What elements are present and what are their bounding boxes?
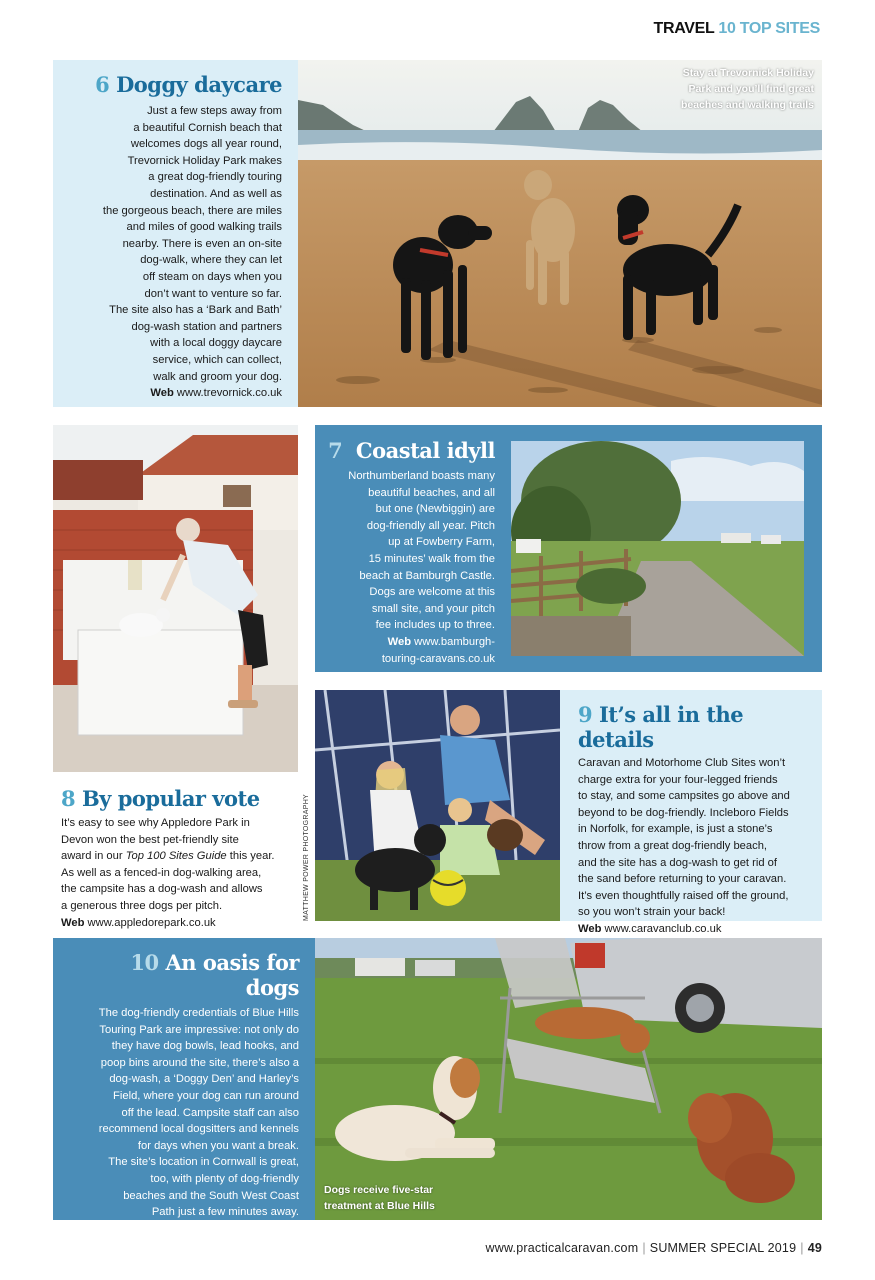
body-line: 15 minutes’ walk from the [368,552,495,565]
body-line: the campsite has a dog-wash and allows [61,883,263,896]
caption-line: beaches and walking trails [680,99,814,111]
body-line: off the lead. Campsite staff can also [121,1106,299,1119]
body-line: nearby. There is even an on-site [122,237,282,250]
body-line: off steam on days when you [142,270,282,283]
photo-credit: MATTHEW POWER PHOTOGRAPHY [303,793,310,921]
body-line: don’t want to venture so far. [144,287,282,300]
family-dogs-illustration [315,690,560,921]
body-line [61,848,298,865]
body-text-run: award in our [61,850,126,863]
blue-hills-caption [324,1182,435,1214]
body-line: beautiful beaches, and all [368,486,495,499]
body-line: destination. And as well as [150,187,282,200]
section-7-number: 7 [328,438,343,463]
section-7-text [323,438,495,667]
body-line: Path just a few minutes away. [151,1206,299,1219]
body-line: It’s even thoughtfully raised off the ground, [578,889,789,902]
section-10-heading [73,950,299,1000]
beach-dogs-photo [298,60,822,407]
body-line: Trevornick Holiday Park makes [127,154,282,167]
family-dogs-photo [315,690,560,921]
section-8-heading [61,786,298,811]
body-line: Dogs are welcome at this [369,586,495,599]
footer-separator: | [642,1241,646,1255]
body-line: recommend local dogsitters and kennels [98,1123,299,1136]
section-9-body [578,755,812,938]
body-line: The site’s location in Cornwall is great, [108,1156,299,1169]
page-number: 49 [807,1241,822,1255]
body-line: Touring Park are impressive: not only do [99,1023,299,1036]
body-line: Northumberland boasts many [348,470,495,482]
section-8-body [61,815,298,931]
section-7-body [323,468,495,667]
series-label: 10 TOP SITES [718,20,820,37]
footer-separator: | [800,1241,804,1255]
body-line: and the site has a dog-wash to get rid of [578,856,778,869]
body-line: with a local doggy daycare [150,337,282,350]
body-line: beaches and the South West Coast [123,1189,299,1202]
section-7-title: Coastal idyll [355,438,495,463]
body-line: Just a few steps away from [147,105,282,117]
section-6-number: 6 [95,72,110,97]
body-line: Field, where your dog can run around [113,1089,299,1102]
section-9-number: 9 [578,702,593,727]
beach-photo-caption [681,65,814,113]
body-line: As well as a fenced-in dog-walking area, [61,866,262,879]
section-10-panel [53,938,315,1235]
body-line: in Norfolk, for example, is just a stone’s [578,823,773,836]
web-label: Web [61,916,85,929]
body-line: welcomes dogs all year round, [130,138,282,151]
body-line: walk and groom your dog. [153,370,282,383]
section-7-web [323,634,495,651]
body-line: a great dog-friendly touring [148,171,282,184]
body-line: the gorgeous beach, there are miles [102,204,282,217]
body-line: too, with plenty of dog-friendly [150,1172,299,1185]
dog-wash-illustration [53,425,298,772]
body-line: charge extra for your four-legged friends [578,773,778,786]
campsite-entrance-photo [511,441,804,656]
body-line: beyond to be dog-friendly. Incleboro Fields [578,806,789,819]
blue-hills-dogs-illustration [315,938,822,1220]
section-6-web [65,385,282,402]
section-10-web-link[interactable]: www.bluehillscamping.co.uk [159,1222,299,1235]
section-6-title: Doggy daycare [116,72,282,97]
body-line: fee includes up to three. [375,619,495,632]
section-10-number: 10 [130,950,159,975]
body-line: dog-wash station and partners [131,320,282,333]
section-9-panel [560,690,822,935]
section-label: TRAVEL [653,20,715,37]
body-line: they have dog bowls, lead hooks, and [111,1040,299,1053]
section-9-heading [578,702,812,752]
body-line: It’s easy to see why Appledore Park in [61,817,250,829]
body-line: but one (Newbiggin) are [375,503,495,516]
section-6-body [65,103,282,402]
body-line: service, which can collect, [152,353,282,366]
page-footer [486,1241,822,1255]
web-label: Web [150,387,174,400]
caption-line: Park and you’ll find great [688,83,814,95]
body-line: and miles of good walking trails [126,221,282,234]
section-10-title: An oasis for dogs [165,950,299,1000]
web-label: Web [133,1222,157,1235]
section-8-number: 8 [61,786,76,811]
body-line: to stay, and some campsites go above and [578,790,790,803]
body-line: The site also has a ‘Bark and Bath’ [109,304,282,317]
body-line: poop bins around the site, there’s also a [100,1056,299,1069]
section-header [653,20,820,38]
dog-wash-photo [53,425,298,772]
body-line: The dog-friendly credentials of Blue Hills [98,1007,299,1019]
guide-title: Top 100 Sites Guide [125,850,227,863]
body-line: so you won’t strain your back! [578,906,726,919]
section-7-web-link[interactable]: www.bamburgh- [414,635,495,648]
body-line: Devon won the best pet-friendly site [61,833,239,846]
body-line: for days when you want a break. [137,1139,299,1152]
footer-issue: SUMMER SPECIAL 2019 [649,1241,797,1255]
body-line: a beautiful Cornish beach that [133,121,282,134]
caption-line: Dogs receive five-star [324,1184,434,1196]
body-line: Caravan and Motorhome Club Sites won’t [578,757,786,769]
section-9-title: It’s all in the details [578,702,744,752]
footer-url[interactable]: www.practicalcaravan.com [485,1241,639,1255]
section-9-web-link[interactable]: www.caravanclub.co.uk [604,922,722,935]
body-line: dog-wash, a ‘Doggy Den’ and Harley’s [109,1073,299,1086]
section-7-web-link-cont[interactable]: touring-caravans.co.uk [381,652,495,665]
body-text-run: this year. [226,850,275,863]
body-line: small site, and your pitch [371,602,495,615]
section-6-heading [65,72,282,97]
blue-hills-dogs-photo [315,938,822,1220]
section-6-web-link[interactable]: www.trevornick.co.uk [176,387,282,400]
body-line: the sand before returning to your caravan. [578,873,787,886]
section-8-title: By popular vote [81,786,260,811]
caption-line: Stay at Trevornick Holiday [682,67,814,79]
section-8-web-link[interactable]: www.appledorepark.co.uk [87,916,216,929]
section-8-panel [53,786,298,931]
section-6-panel [53,60,298,407]
campsite-entrance-illustration [511,441,804,656]
body-line: throw from a great dog-friendly beach, [578,839,768,852]
body-line: dog-walk, where they can let [140,254,282,267]
web-label: Web [387,635,412,648]
body-line: up at Fowberry Farm, [388,536,495,549]
caption-line: treatment at Blue Hills [324,1200,435,1212]
section-7-heading [323,438,495,463]
section-10-body [73,1005,299,1237]
body-line: beach at Bamburgh Castle. [359,569,495,582]
section-10-web [73,1221,299,1238]
web-label: Web [578,922,602,935]
body-line: a generous three dogs per pitch. [61,899,223,912]
section-8-web [61,915,298,932]
body-line: dog-friendly all year. Pitch [366,519,495,532]
section-9-web [578,921,812,938]
